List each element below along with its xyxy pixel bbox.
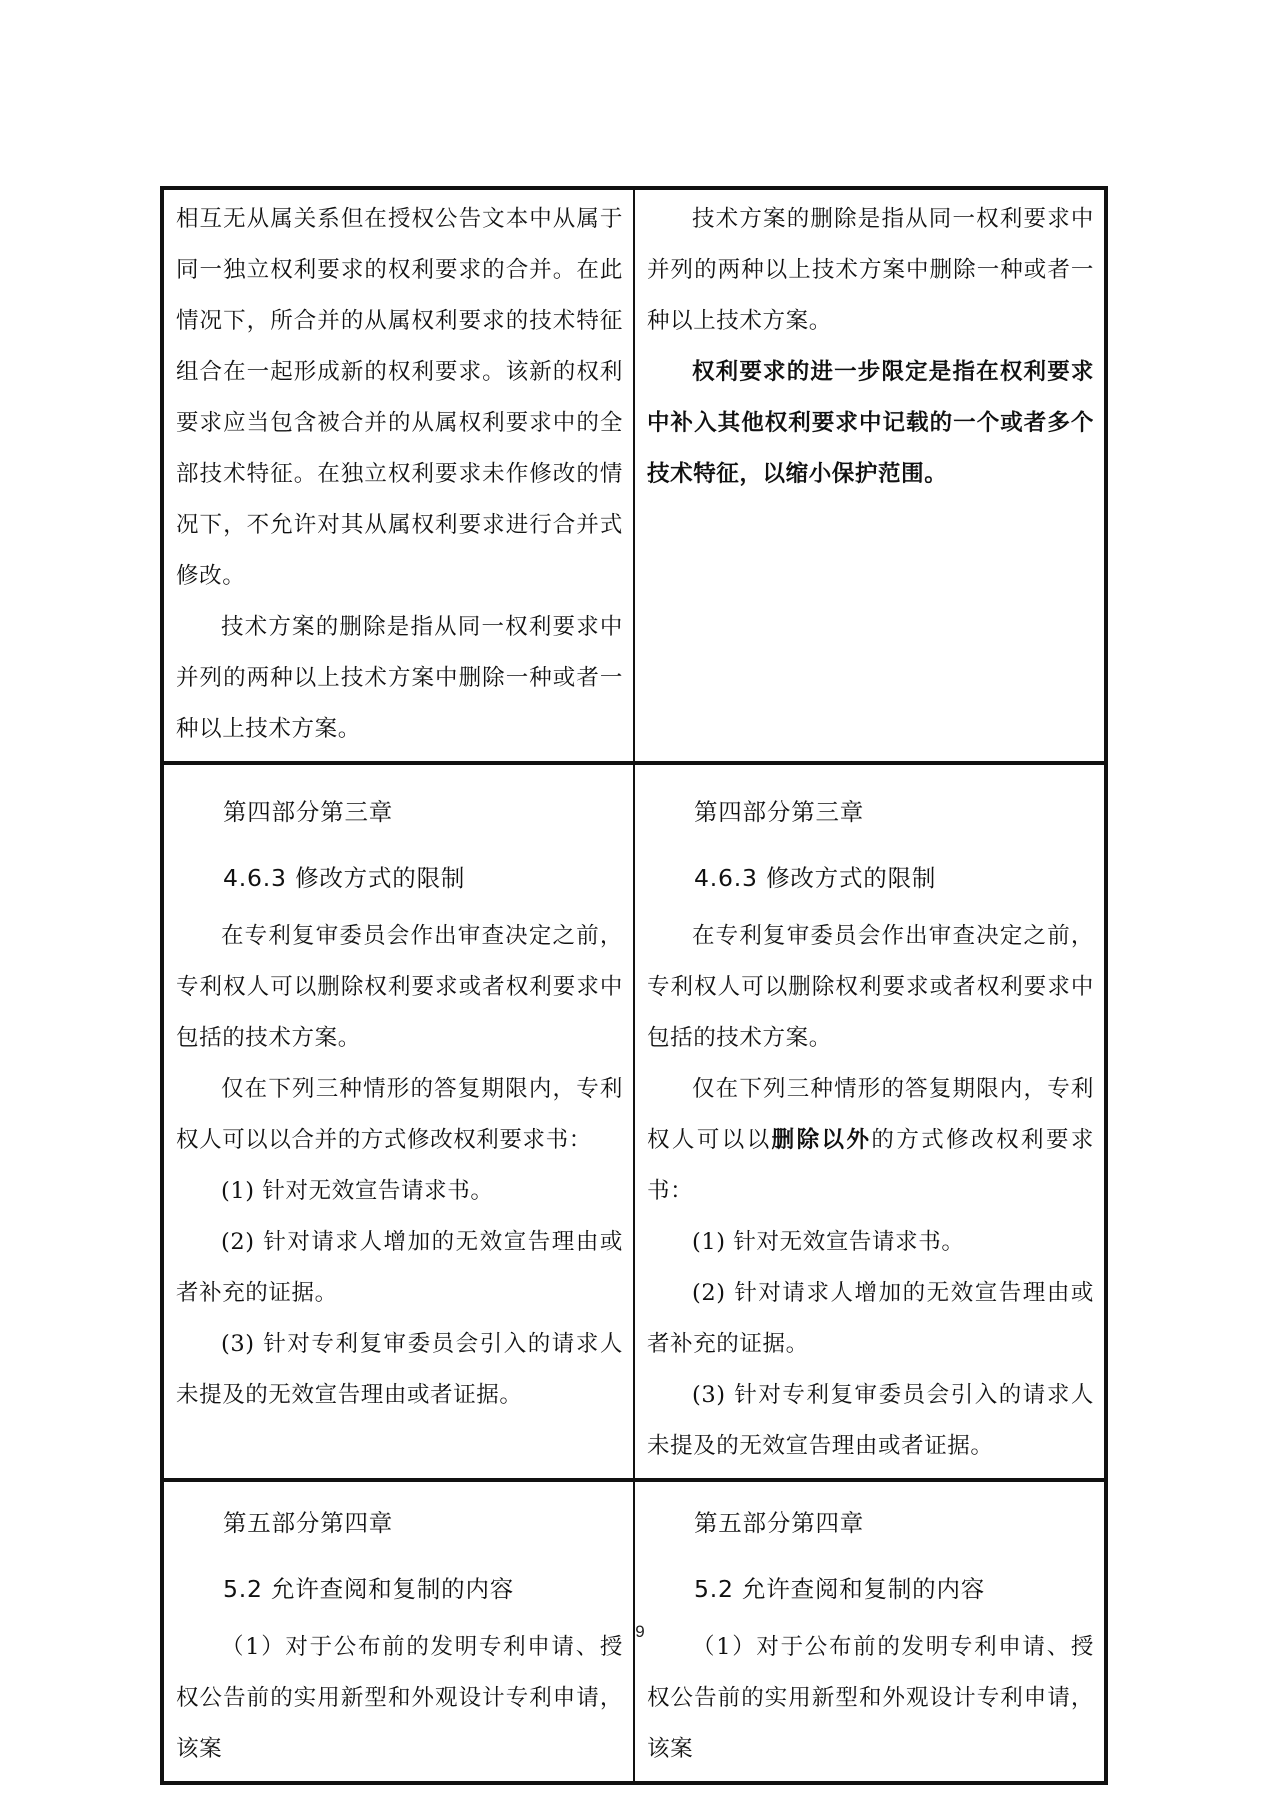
paragraph: 在专利复审委员会作出审查决定之前，专利权人可以删除权利要求或者权利要求中包括的技术方案。 (176, 923, 623, 1051)
section-heading: 5.2 允许查阅和复制的内容 (223, 1575, 515, 1603)
paragraph (647, 1064, 1094, 1217)
table-row (162, 763, 1106, 1480)
list-item: (1) 针对无效宣告请求书。 (221, 1178, 494, 1204)
chapter-heading: 第四部分第三章 (223, 798, 394, 826)
bold-paragraph: 权利要求的进一步限定是指在权利要求中补入其他权利要求中记载的一个或者多个技术特征，以缩小保护范围。 (647, 359, 1094, 487)
left-cell (162, 763, 634, 1480)
bold-text: 删除以外 (771, 1127, 872, 1153)
section-heading: 4.6.3 修改方式的限制 (223, 864, 466, 892)
list-item: (2) 针对请求人增加的无效宣告理由或者补充的证据。 (176, 1229, 623, 1306)
paragraph: 仅在下列三种情形的答复期限内，专利权人可以以合并的方式修改权利要求书： (176, 1076, 623, 1153)
paragraph: 技术方案的删除是指从同一权利要求中并列的两种以上技术方案中删除一种或者一种以上技术方案。 (647, 206, 1094, 334)
comparison-table (160, 186, 1108, 1785)
text-span: 的方式修改权利要求书： (647, 1127, 1094, 1204)
list-item: (3) 针对专利复审委员会引入的请求人未提及的无效宣告理由或者证据。 (176, 1331, 623, 1408)
left-cell (162, 188, 634, 763)
page-number: 9 (635, 1622, 645, 1641)
paragraph: （1）对于公布前的发明专利申请、授权公告前的实用新型和外观设计专利申请，该案 (647, 1634, 1094, 1762)
paragraph: （1）对于公布前的发明专利申请、授权公告前的实用新型和外观设计专利申请，该案 (176, 1634, 623, 1762)
paragraph: 相互无从属关系但在授权公告文本中从属于同一独立权利要求的权利要求的合并。在此情况下，所合并的从属权利要求的技术特征组合在一起形成新的权利要求。该新的权利要求应当包含被合并的从属权利要求中的全部技术特征。在独立权利要求未作修改的情况下，不允许对其从属权利要求进行合并式修改。 (176, 206, 623, 589)
right-cell (634, 188, 1106, 763)
chapter-heading: 第四部分第三章 (694, 798, 865, 826)
list-item: (2) 针对请求人增加的无效宣告理由或者补充的证据。 (647, 1280, 1094, 1357)
chapter-heading: 第五部分第四章 (694, 1509, 865, 1537)
chapter-heading: 第五部分第四章 (223, 1509, 394, 1537)
paragraph: 在专利复审委员会作出审查决定之前，专利权人可以删除权利要求或者权利要求中包括的技术方案。 (647, 923, 1094, 1051)
section-heading: 5.2 允许查阅和复制的内容 (694, 1575, 986, 1603)
section-heading: 4.6.3 修改方式的限制 (694, 864, 937, 892)
list-item: (1) 针对无效宣告请求书。 (692, 1229, 965, 1255)
list-item: (3) 针对专利复审委员会引入的请求人未提及的无效宣告理由或者证据。 (647, 1382, 1094, 1459)
right-cell (634, 763, 1106, 1480)
text-span: 仅在下列三种情形的答复期限内，专利权人可以以 (647, 1076, 1094, 1153)
paragraph: 技术方案的删除是指从同一权利要求中并列的两种以上技术方案中删除一种或者一种以上技术方案。 (176, 614, 623, 742)
table-row (162, 188, 1106, 763)
